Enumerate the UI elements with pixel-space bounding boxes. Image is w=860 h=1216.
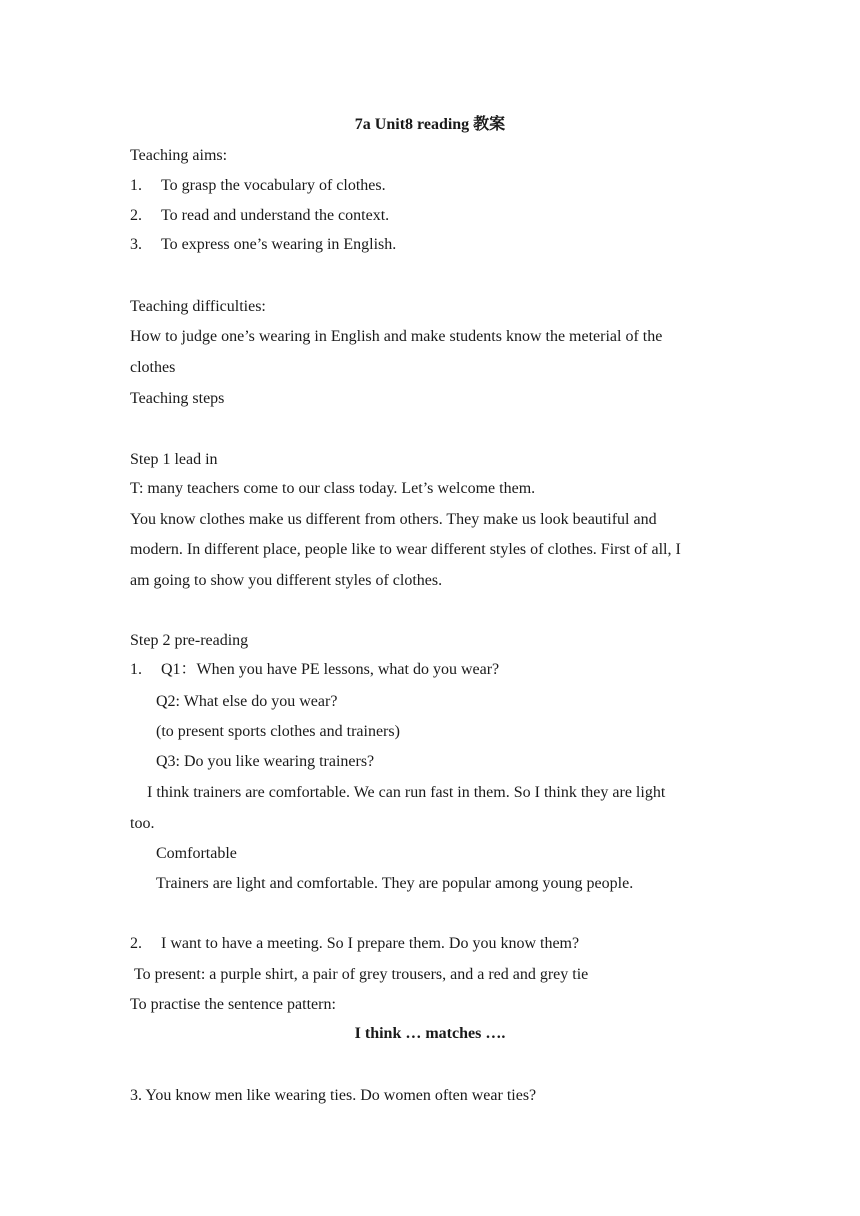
list-text: To grasp the vocabulary of clothes. bbox=[161, 177, 386, 194]
step1-line-4: am going to show you different styles of clothes. bbox=[130, 572, 443, 589]
step2-item-3: 3. You know men like wearing ties. Do women often wear ties? bbox=[130, 1087, 537, 1104]
present-clothes: To present: a purple shirt, a pair of grey trousers, and a red and grey tie bbox=[134, 966, 589, 983]
list-number: 1. bbox=[130, 661, 142, 678]
step1-line-1: T: many teachers come to our class today. Let’s welcome them. bbox=[130, 480, 536, 497]
steps-heading: Teaching steps bbox=[130, 390, 225, 407]
vocab-word: Comfortable bbox=[156, 845, 237, 862]
think-line-1: I think trainers are comfortable. We can run fast in them. So I think they are light bbox=[147, 784, 666, 801]
document-title: 7a Unit8 reading 教案 bbox=[354, 116, 506, 133]
list-number: 2. bbox=[130, 207, 142, 224]
difficulties-line-2: clothes bbox=[130, 359, 176, 376]
question-1: Q1：When you have PE lessons, what do you wear? bbox=[161, 661, 500, 678]
question-2: Q2: What else do you wear? bbox=[156, 693, 338, 710]
vocab-sentence: Trainers are light and comfortable. They are popular among young people. bbox=[156, 875, 634, 892]
question-3: Q3: Do you like wearing trainers? bbox=[156, 753, 375, 770]
present-note: (to present sports clothes and trainers) bbox=[156, 723, 400, 740]
step1-heading: Step 1 lead in bbox=[130, 451, 218, 468]
item-2-text: I want to have a meeting. So I prepare them. Do you know them? bbox=[161, 935, 580, 952]
step1-line-2: You know clothes make us different from others. They make us look beautiful and bbox=[130, 511, 657, 528]
step2-heading: Step 2 pre-reading bbox=[130, 632, 249, 649]
step2-item-2 bbox=[130, 934, 579, 954]
step1-line-3: modern. In different place, people like to wear different styles of clothes. First of all, I bbox=[130, 541, 681, 558]
difficulties-line-1: How to judge one’s wearing in English and make students know the meterial of the bbox=[130, 328, 663, 345]
list-number: 3. bbox=[130, 236, 142, 253]
aims-item-3 bbox=[130, 235, 396, 255]
list-number: 1. bbox=[130, 177, 142, 194]
list-text: To read and understand the context. bbox=[161, 207, 390, 224]
aims-heading: Teaching aims: bbox=[130, 147, 228, 164]
aims-item-1 bbox=[130, 176, 386, 196]
list-text: To express one’s wearing in English. bbox=[161, 236, 397, 253]
practise-line: To practise the sentence pattern: bbox=[130, 996, 336, 1013]
list-number: 2. bbox=[130, 935, 142, 952]
sentence-pattern: I think … matches …. bbox=[354, 1025, 506, 1042]
difficulties-heading: Teaching difficulties: bbox=[130, 298, 266, 315]
think-line-2: too. bbox=[130, 815, 155, 832]
aims-item-2 bbox=[130, 206, 389, 226]
step2-item-1 bbox=[130, 660, 499, 680]
